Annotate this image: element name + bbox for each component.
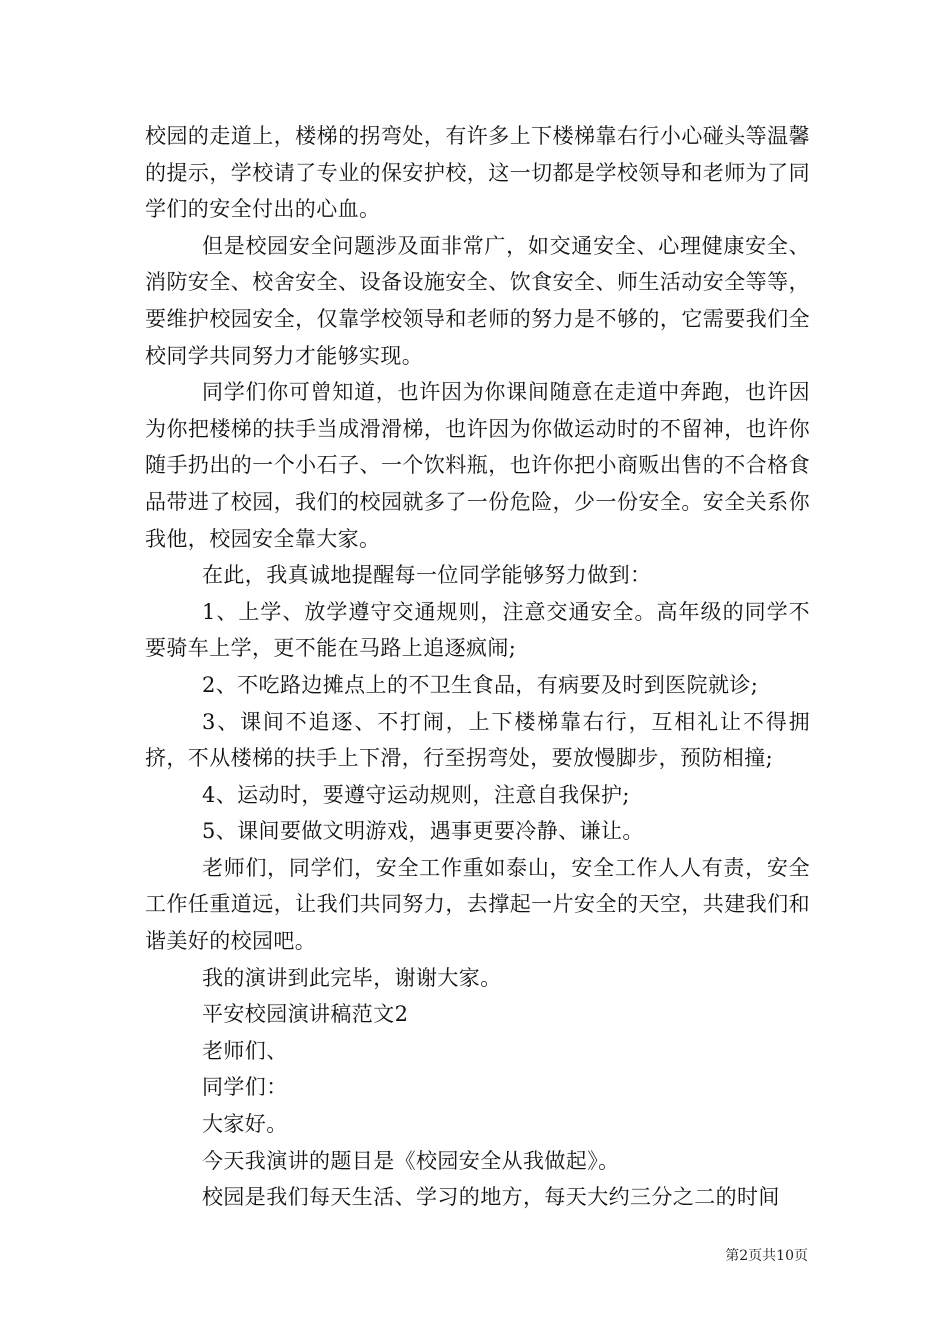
list-item: 3、课间不追逐、不打闹，上下楼梯靠右行，互相礼让不得拥挤，不从楼梯的扶手上下滑，行至拐弯处，要放慢脚步，预防相撞; <box>145 709 810 771</box>
paragraph: 但是校园安全问题涉及面非常广，如交通安全、心理健康安全、消防安全、校舍安全、设备设施安全、饮食安全、师生活动安全等等，要维护校园安全，仅靠学校领导和老师的努力是不够的，它需要我们全校同学共同努力才能够实现。 <box>145 233 810 368</box>
paragraph: 校园是我们每天生活、学习的地方，每天大约三分之二的时间 <box>202 1185 780 1210</box>
greeting-line: 同学们： <box>202 1075 288 1100</box>
paragraph: 老师们，同学们，安全工作重如泰山，安全工作人人有责，安全工作任重道远，让我们共同努力，去撑起一片安全的天空，共建我们和谐美好的校园吧。 <box>145 855 810 954</box>
paragraph: 在此，我真诚地提醒每一位同学能够努力做到： <box>202 563 652 588</box>
paragraph: 今天我演讲的题目是《校园安全从我做起》。 <box>202 1148 620 1173</box>
list-item: 4、运动时，要遵守运动规则，注意自我保护; <box>202 782 630 807</box>
list-item: 5、课间要做文明游戏，遇事更要冷静、谦让。 <box>202 819 644 844</box>
greeting-line: 老师们、 <box>202 1038 288 1063</box>
paragraph: 我的演讲到此完毕，谢谢大家。 <box>202 965 502 990</box>
page-number: 第2页共10页 <box>725 1248 808 1264</box>
section-title: 平安校园演讲稿范文2 <box>202 1002 409 1027</box>
paragraph: 同学们你可曾知道，也许因为你课间随意在走道中奔跑，也许因为你把楼梯的扶手当成滑滑梯，也许因为你做运动时的不留神，也许你随手扔出的一个小石子、一个饮料瓶，也许你把小商贩出售的不合格食品带进了校园，我们的校园就多了一份危险，少一份安全。安全关系你我他，校园安全靠大家。 <box>145 380 810 551</box>
greeting-line: 大家好。 <box>202 1112 288 1137</box>
list-item: 2、不吃路边摊点上的不卫生食品，有病要及时到医院就诊; <box>202 672 759 697</box>
list-item: 1、上学、放学遵守交通规则，注意交通安全。高年级的同学不要骑车上学，更不能在马路上追逐疯闹; <box>145 599 810 661</box>
document-body <box>145 118 810 1216</box>
paragraph: 校园的走道上，楼梯的拐弯处，有许多上下楼梯靠右行小心碰头等温馨的提示，学校请了专业的保安护校，这一切都是学校领导和老师为了同学们的安全付出的心血。 <box>145 124 810 222</box>
